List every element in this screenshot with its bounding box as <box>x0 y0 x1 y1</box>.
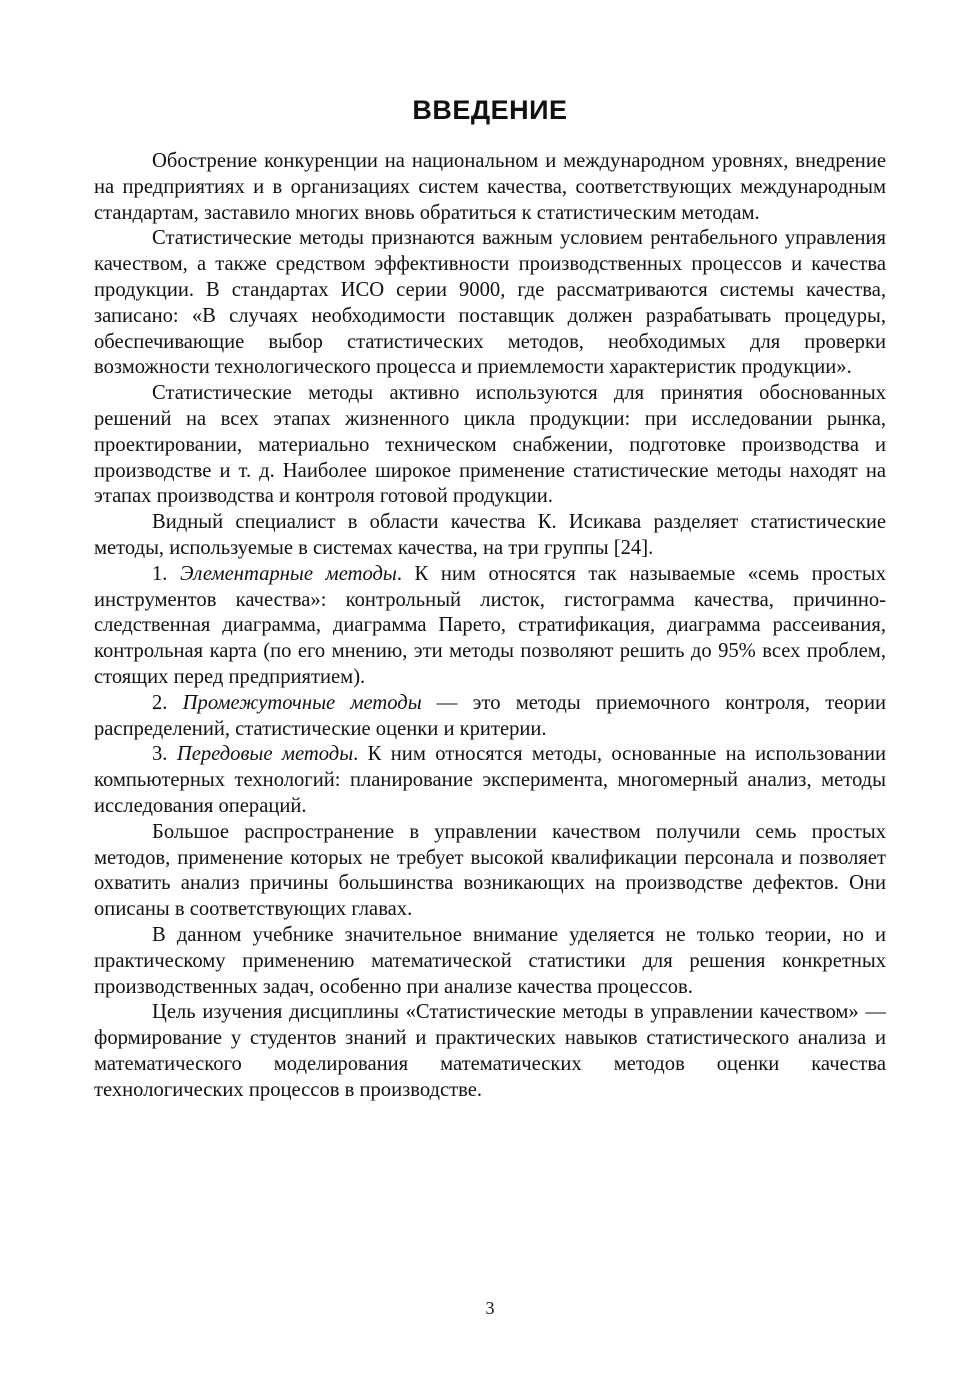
paragraph-seven-methods: Большое распространение в управлении качеством получили семь простых методов, применение которых не требует высокой квалификации персонала и позволяет охватить анализ причины большинства возникающих на производстве дефектов. Они описаны в соответствующих главах. <box>94 820 886 921</box>
paragraph-group-1 <box>94 562 886 691</box>
group-2-number: 2. <box>152 691 183 714</box>
paragraph-group-2 <box>94 691 886 743</box>
paragraph-goal: Цель изучения дисциплины «Статистические методы в управлении качеством» — формирование у студентов знаний и практических навыков статистического анализа и математического моделирования математических методов оценки качества технологических процессов в производстве. <box>94 1001 886 1101</box>
paragraph-textbook: В данном учебнике значительное внимание уделяется не только теории, но и практическому применению математической статистики для решения конкретных производственных задач, особенно при анализе качества процессов. <box>94 923 886 998</box>
body-text <box>94 149 886 1103</box>
paragraph-iso: Статистические методы признаются важным условием рентабельного управления качеством, а также средством эффективности производственных процессов и качества продукции. В стандартах ИСО серии 9000, где рассматриваются системы качества, записано: «В случаях необходимости поставщик должен разрабатывать процедуры, обеспечивающие выбор статистических методов, необходимых для проверки возможности технологического процесса и приемлемости характеристик продукции». <box>94 227 886 379</box>
group-1-text: . К ним относятся так называемые «семь простых инструментов качества»: контрольный листок, гистограмма качества, причинно-следственная диаграмма, диаграмма Парето, стратификация, диаграмма рассеивания, контрольная карта (по его мнению, эти методы позволяют решить до 95% всех проблем, стоящих перед предприятием). <box>94 562 886 688</box>
group-2-term: Промежуточные методы <box>182 691 422 714</box>
group-1-number: 1. <box>152 562 181 585</box>
group-3-number: 3. <box>152 743 177 766</box>
paragraph-lifecycle: Статистические методы активно используются для принятия обоснованных решений на всех этапах жизненного цикла продукции: при исследовании рынка, проектировании, материально техническом снабжении, подготовке производства и производстве и т. д. Наиболее широкое применение статистические методы находят на этапах производства и контроля готовой продукции. <box>94 382 886 508</box>
paragraph-intro: Обострение конкуренции на национальном и международном уровнях, внедрение на предприятиях и в организациях систем качества, соответствующих международным стандартам, заставило многих вновь обратиться к статистическим методам. <box>94 150 886 224</box>
paragraph-group-3 <box>94 742 886 819</box>
page-number: 3 <box>485 1298 495 1318</box>
page-title: ВВЕДЕНИЕ <box>412 95 568 125</box>
group-3-term: Передовые методы <box>176 743 354 766</box>
group-1-term: Элементарные методы <box>180 562 397 585</box>
group-3-text: . К ним относятся методы, основанные на использовании компьютерных технологий: планирование эксперимента, многомерный анализ, методы исследования операций. <box>94 743 887 817</box>
group-2-text: — это методы приемочного контроля, теории распределений, статистические оценки и критерии. <box>94 691 886 740</box>
paragraph-ishikawa: Видный специалист в области качества К. Исикава разделяет статистические методы, используемые в системах качества, на три группы [24]. <box>94 511 886 559</box>
